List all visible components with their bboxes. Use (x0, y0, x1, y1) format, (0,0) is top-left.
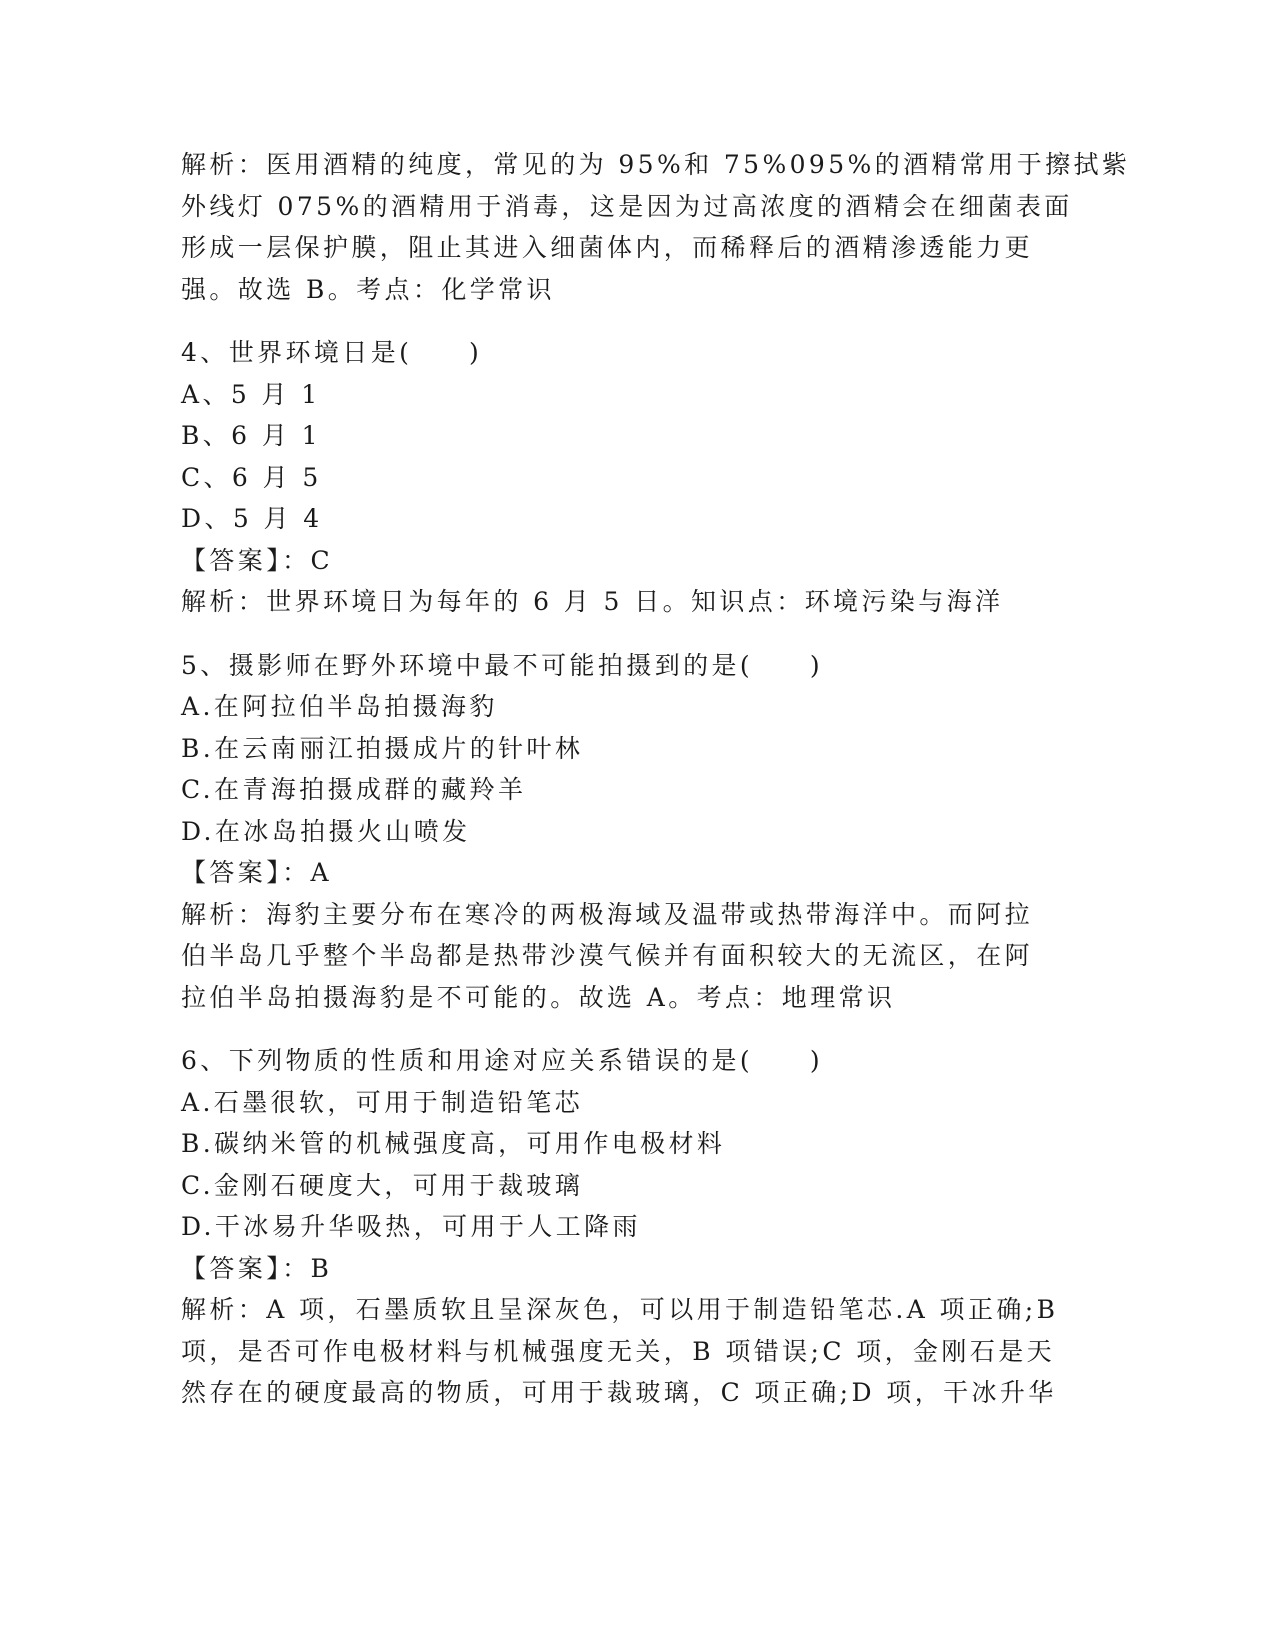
option-c: C.在青海拍摄成群的藏羚羊 (181, 775, 527, 804)
analysis-line: 伯半岛几乎整个半岛都是热带沙漠气候并有面积较大的无流区，在阿 (181, 941, 1034, 970)
option-a: A、5 月 1 (181, 379, 321, 409)
answer-line: 【答案】：A (181, 858, 332, 887)
question-block-5 (181, 645, 1061, 1019)
option-b: B.碳纳米管的机械强度高，可用作电极材料 (181, 1129, 726, 1158)
option-d: D、5 月 4 (181, 504, 323, 533)
q3-analysis (181, 144, 1131, 310)
option-b: B、6 月 1 (181, 421, 321, 450)
analysis-line: 然存在的硬度最高的物质，可用于裁玻璃，C 项正确;D 项，干冰升华 (181, 1378, 1057, 1407)
analysis-line: 拉伯半岛拍摄海豹是不可能的。故选 A。考点：地理常识 (181, 982, 896, 1012)
analysis-line: 解析：世界环境日为每年的 6 月 5 日。知识点：环境污染与海洋 (181, 587, 1004, 616)
spacer (181, 310, 1061, 332)
question-text: 4、世界环境日是( ) (181, 338, 483, 367)
question-text: 5、摄影师在野外环境中最不可能拍摄到的是( ) (181, 650, 824, 680)
question-block-6 (181, 1040, 1061, 1414)
analysis-line: 形成一层保护膜，阻止其进入细菌体内，而稀释后的酒精渗透能力更 (181, 233, 1034, 262)
option-d: D.干冰易升华吸热，可用于人工降雨 (181, 1212, 641, 1241)
option-c: C、6 月 5 (181, 462, 322, 492)
option-b: B.在云南丽江拍摄成片的针叶林 (181, 733, 584, 763)
analysis-line: 解析：医用酒精的纯度，常见的为 95%和 75%095%的酒精常用于擦拭紫 (181, 150, 1131, 179)
analysis-line: 解析：海豹主要分布在寒冷的两极海域及温带或热带海洋中。而阿拉 (181, 899, 1034, 929)
option-a: A.在阿拉伯半岛拍摄海豹 (181, 692, 498, 721)
question-block-4 (181, 332, 1061, 623)
option-a: A.石墨很软，可用于制造铅笔芯 (181, 1087, 584, 1117)
question-text: 6、下列物质的性质和用途对应关系错误的是( ) (181, 1046, 824, 1075)
spacer (181, 623, 1061, 645)
document-page (181, 144, 1131, 1414)
answer-line: 【答案】：C (181, 545, 334, 575)
spacer (181, 1018, 1061, 1040)
answer-line: 【答案】：B (181, 1253, 333, 1283)
option-d: D.在冰岛拍摄火山喷发 (181, 816, 471, 846)
analysis-line: 解析：A 项，石墨质软且呈深灰色，可以用于制造铅笔芯.A 项正确;B (181, 1295, 1059, 1324)
analysis-line: 外线灯 075%的酒精用于消毒，这是因为过高浓度的酒精会在细菌表面 (181, 191, 1073, 221)
analysis-line: 项，是否可作电极材料与机械强度无关，B 项错误;C 项，金刚石是天 (181, 1336, 1056, 1366)
analysis-line: 强。故选 B。考点：化学常识 (181, 274, 555, 304)
option-c: C.金刚石硬度大，可用于裁玻璃 (181, 1170, 584, 1200)
